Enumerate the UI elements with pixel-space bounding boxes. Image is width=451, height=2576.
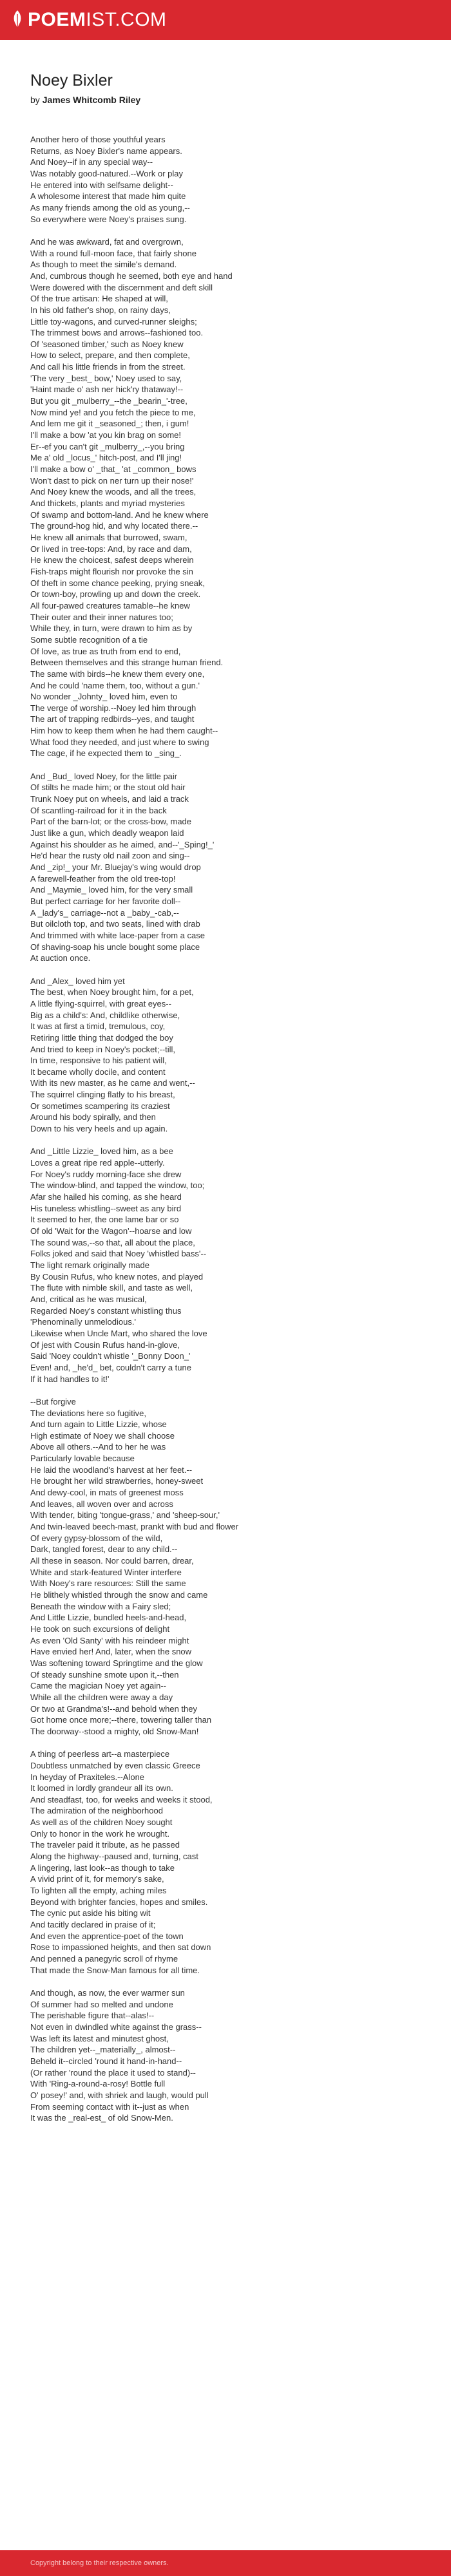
poem-body: Another hero of those youthful years Returns, as Noey Bixler's name appears. And Noey--if in any special way-- Was notably good-natured.--Work or play He entered into with selfsame delight-- A wholesome interest that made him quite As many friends among the old as young,-- So everywhere were Noey's praises sung. And he was awkward, fat and overgrown, With a round full-moon face, that fairly shone As though to meet the simile's demand. And, cumbrous though he seemed, both eye and hand Were dowered with the discernment and deft skill Of the true artisan: He shaped at will, In his old father's shop, on rainy days, Little toy-wagons, and curved-runner sleighs; The trimmest bows and arrows--fashioned too. Of 'seasoned timber,' such as Noey knew How to select, prepare, and then complete, And call his little friends in from the street. 'The very _best_ bow,' Noey used to say, 'Haint made o' ash ner hick'ry thataway!-- But you git _mulberry_--the _bearin_'-tree, Now mind ye! and you fetch the piece to me, And lem me git it _seasoned_; then, i gum! I'll make a bow 'at you kin brag on some! Er--ef you can't git _mulberry_,--you bring Me a' old _locus_' hitch-post, and I'll jing! I'll make a bow o' _that_ 'at _common_ bows Won't dast to pick on ner turn up their nose!' And Noey knew the woods, and all the trees, And thickets, plants and myriad mysteries Of swamp and bottom-land. And he knew where The ground-hog hid, and why located there.-- He knew all animals that burrowed, swam, Or lived in tree-tops: And, by race and dam, He knew the choicest, safest deeps wherein Fish-traps might flourish nor provoke the sin Of theft in some chance peeking, prying sneak, Or town-boy, prowling up and down the creek. All four-pawed creatures tamable--he knew Their outer and their inner natures too; While they, in turn, were drawn to him as by Some subtle recognition of a tie Of love, as true as truth from end to end, Between themselves and this strange human friend. The same with birds--he knew them every one, And he could 'name them, too, without a gun.' No wonder _Johnty_ loved him, even to The verge of worship.--Noey led him through The art of trapping redbirds--yes, and taught Him how to keep them when he had them caught-- What food they needed, and just where to swing The cage, if he expected them to _sing_. And _Bud_ loved Noey, for the little pair Of stilts he made him; or the stout old hair Trunk Noey put on wheels, and laid a track Of scantling-railroad for it in the back Part of the barn-lot; or the cross-bow, made Just like a gun, which deadly weapon laid Against his shoulder as he aimed, and--'_Sping!_' He'd hear the rusty old nail zoon and sing-- And _zip!_ your Mr. Bluejay's wing would drop A farewell-feather from the old tree-top! And _Maymie_ loved him, for the very small But perfect carriage for her favorite doll-- A _lady's_ carriage--not a _baby_-cab,-- But oilcloth top, and two seats, lined with drab And trimmed with white lace-paper from a case Of shaving-soap his uncle bought some place At auction once. And _Alex_ loved him yet The best, when Noey brought him, for a pet, A little flying-squirrel, with great eyes-- Big as a child's: And, childlike otherwise, It was at first a timid, tremulous, coy, Retiring little thing that dodged the boy And tried to keep in Noey's pocket;--till, In time, responsive to his patient will, It became wholly docile, and content With its new master, as he came and went,-- The squirrel clinging flatly to his breast, Or sometimes scampering its craziest Around his body spirally, and then Down to his very heels and up again. And _Little Lizzie_ loved him, as a bee Loves a great ripe red apple--utterly. For Noey's ruddy morning-face she drew The window-blind, and tapped the window, too; Afar she hailed his coming, as she heard His tuneless whistling--sweet as any bird It seemed to her, the one lame bar or so Of old 'Wait for the Wagon'--hoarse and low The sound was,--so that, all about the place, Folks joked and said that Noey 'whistled bass'-- The light remark originally made By Cousin Rufus, who knew notes, and played The flute with nimble skill, and taste as well, And, critical as he was musical, Regarded Noey's constant whistling thus 'Phenominally unmelodious.' Likewise when Uncle Mart, who shared the love Of jest with Cousin Rufus hand-in-glove, Said 'Noey couldn't whistle '_Bonny Doon_' Even! and, _he'd_ bet, couldn't carry a tune If it had handles to it!' --But forgive The deviations here so fugitive, And turn again to Little Lizzie, whose High estimate of Noey we shall choose Above all others.--And to her he was Particularly lovable because He laid the woodland's harvest at her feet.-- He brought her wild strawberries, honey-sweet And dewy-cool, in mats of greenest moss And leaves, all woven over and across With tender, biting 'tongue-grass,' and 'sheep-sour,' And twin-leaved beech-mast, prankt with bud and flower Of every gypsy-blossom of the wild, Dark, tangled forest, dear to any child.-- All these in season. Nor could barren, drear, White and stark-featured Winter interfere With Noey's rare resources: Still the same He blithely whistled through the snow and came Beneath the window with a Fairy sled; And Little Lizzie, bundled heels-and-head, He took on such excursions of delight As even 'Old Santy' with his reindeer might Have envied her! And, later, when the snow Was softening toward Springtime and the glow Of steady sunshine smote upon it,--then Came the magician Noey yet again-- While all the children were away a day Or two at Grandma's!--and behold when they Got home once more;--there, towering taller than The doorway--stood a mighty, old Snow-Man! A thing of peerless art--a masterpiece Doubtless unmatched by even classic Greece In heyday of Praxiteles.--Alone It loomed in lordly grandeur all its own. And steadfast, too, for weeks and weeks it stood, The admiration of the neighborhood As well as of the children Noey sought Only to honor in the work he wrought. The traveler paid it tribute, as he passed Along the highway--paused and, turning, cast A lingering, last look--as though to take A vivid print of it, for memory's sake, To lighten all the empty, aching miles Beyond with brighter fancies, hopes and smiles. The cynic put aside his biting wit And tacitly declared in praise of it; And even the apprentice-poet of the town Rose to impassioned heights, and then sat down And penned a panegyric scroll of rhyme That made the Snow-Man famous for all time. And though, as now, the ever warmer sun Of summer had so melted and undone The perishable figure that--alas!-- Not even in dwindled white against the grass-- Was left its latest and minutest ghost, The children yet--_materially_, almost-- Beheld it--circled 'round it hand-in-hand-- (Or rather 'round the place it used to stand)-- With 'Ring-a-round-a-rosy! Bottle full O' posey!' and, with shriek and laugh, would pull From seeming contact with it--just as when It was the _real-est_ of old Snow-Men. (30, 135, 239, 2123)
logo-text-bold: POEM (28, 9, 86, 30)
logo-wordmark (28, 9, 167, 31)
site-logo-link[interactable] (12, 9, 167, 31)
site-footer (0, 2550, 451, 2576)
author-link[interactable]: James Whitcomb Riley (42, 95, 141, 105)
byline-prefix: by (30, 95, 40, 105)
poem-container (30, 71, 430, 2124)
poem-title: Noey Bixler (30, 71, 113, 90)
copyright-text: Copyright belong to their respective owners. (30, 2559, 169, 2567)
quill-pen-icon (12, 10, 23, 30)
site-header (0, 0, 451, 40)
byline (30, 94, 430, 106)
logo-text-light: IST.COM (86, 9, 167, 30)
